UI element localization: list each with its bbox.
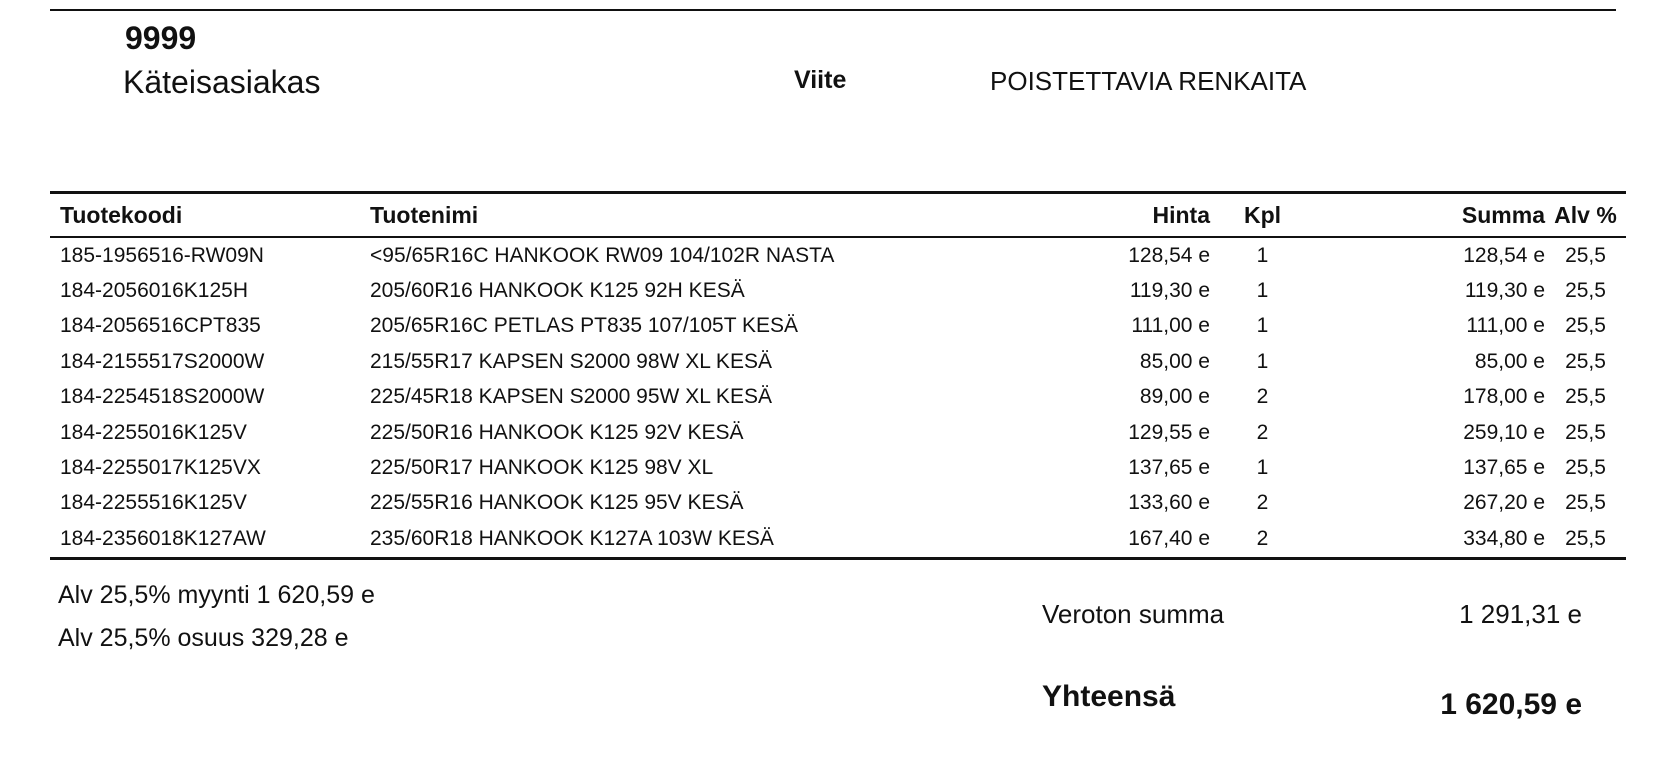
- cell-price: 137,65 e: [1128, 456, 1210, 480]
- header-product-code: Tuotekoodi: [60, 201, 183, 228]
- cell-quantity: 2: [1256, 526, 1269, 550]
- cell-vat: 25,5: [1565, 279, 1606, 303]
- table-row: [50, 237, 1626, 273]
- cell-sum: 178,00 e: [1463, 385, 1545, 409]
- cell-price: 167,40 e: [1128, 526, 1210, 550]
- table-row: [50, 450, 1626, 485]
- cell-product-name: 235/60R18 HANKOOK K127A 103W KESÄ: [370, 526, 774, 550]
- cell-price: 129,55 e: [1128, 420, 1210, 444]
- cell-quantity: 2: [1256, 420, 1269, 444]
- cell-quantity: 1: [1256, 243, 1269, 267]
- cell-product-code: 184-2056516CPT835: [60, 314, 261, 338]
- invoice-items-table: [50, 191, 1626, 560]
- invoice-table-container: [50, 191, 1616, 560]
- vat-share-line: Alv 25,5% osuus 329,28 e: [58, 624, 349, 652]
- cell-price: 133,60 e: [1128, 491, 1210, 515]
- header-sum: Summa: [1461, 201, 1545, 228]
- cell-vat: 25,5: [1565, 385, 1606, 409]
- cell-price: 89,00 e: [1139, 385, 1210, 409]
- customer-number: 9999: [125, 20, 197, 56]
- cell-quantity: 1: [1256, 349, 1269, 373]
- cell-product-code: 184-2255016K125V: [60, 420, 247, 444]
- header-quantity: Kpl: [1243, 201, 1282, 228]
- cell-vat: 25,5: [1565, 491, 1606, 515]
- table-header-row: [50, 193, 1626, 238]
- header-product-name: Tuotenimi: [370, 201, 479, 228]
- cell-product-code: 184-2254518S2000W: [60, 385, 265, 409]
- cell-price: 111,00 e: [1131, 314, 1210, 338]
- cell-price: 85,00 e: [1139, 349, 1210, 373]
- cell-product-name: 225/50R16 HANKOOK K125 92V KESÄ: [370, 420, 744, 444]
- cell-product-name: 225/55R16 HANKOOK K125 95V KESÄ: [370, 491, 744, 515]
- cell-vat: 25,5: [1565, 456, 1606, 480]
- cell-product-name: <95/65R16C HANKOOK RW09 104/102R NASTA: [370, 243, 835, 267]
- cell-vat: 25,5: [1565, 526, 1606, 550]
- header-price: Hinta: [1152, 201, 1210, 228]
- cell-product-name: 225/50R17 HANKOOK K125 98V XL: [370, 456, 714, 480]
- grand-total-value: 1 620,59 e: [1440, 688, 1582, 721]
- cell-sum: 267,20 e: [1463, 491, 1545, 515]
- cell-vat: 25,5: [1565, 243, 1606, 267]
- cell-sum: 119,30 e: [1464, 279, 1545, 303]
- header-vat-percent: Alv %: [1554, 201, 1617, 228]
- cell-product-code: 184-2356018K127AW: [60, 526, 266, 550]
- cell-sum: 334,80 e: [1463, 526, 1545, 550]
- cell-vat: 25,5: [1565, 349, 1606, 373]
- cell-quantity: 1: [1256, 456, 1269, 480]
- cell-product-code: 184-2255516K125V: [60, 491, 247, 515]
- cell-product-name: 215/55R17 KAPSEN S2000 98W XL KESÄ: [370, 349, 772, 373]
- table-row: [50, 380, 1626, 415]
- cell-vat: 25,5: [1565, 420, 1606, 444]
- table-row: [50, 344, 1626, 379]
- cell-quantity: 2: [1256, 491, 1269, 515]
- table-row: [50, 521, 1626, 558]
- cell-product-code: 185-1956516-RW09N: [60, 243, 264, 267]
- cell-sum: 128,54 e: [1463, 243, 1545, 267]
- cell-sum: 85,00 e: [1474, 349, 1545, 373]
- net-sum-value: 1 291,31 e: [1459, 599, 1582, 629]
- cell-product-code: 184-2255017K125VX: [60, 456, 261, 480]
- cell-quantity: 1: [1256, 314, 1269, 338]
- table-row: [50, 415, 1626, 450]
- cell-product-name: 205/60R16 HANKOOK K125 92H KESÄ: [370, 279, 745, 303]
- cell-quantity: 2: [1256, 385, 1269, 409]
- table-row: [50, 309, 1626, 344]
- reference-value: POISTETTAVIA RENKAITA: [990, 66, 1307, 96]
- cell-quantity: 1: [1256, 279, 1269, 303]
- grand-total-label: Yhteensä: [1042, 680, 1176, 713]
- top-divider: [50, 9, 1616, 11]
- cell-product-code: 184-2155517S2000W: [60, 349, 265, 373]
- net-sum-label: Veroton summa: [1042, 599, 1225, 629]
- reference-label: Viite: [794, 66, 847, 94]
- vat-sales-line: Alv 25,5% myynti 1 620,59 e: [58, 581, 375, 609]
- cell-product-name: 225/45R18 KAPSEN S2000 95W XL KESÄ: [370, 385, 772, 409]
- cell-product-code: 184-2056016K125H: [60, 279, 248, 303]
- cell-price: 119,30 e: [1129, 279, 1210, 303]
- cell-sum: 259,10 e: [1463, 420, 1545, 444]
- cell-sum: 137,65 e: [1463, 456, 1545, 480]
- cell-price: 128,54 e: [1128, 243, 1210, 267]
- cell-vat: 25,5: [1565, 314, 1606, 338]
- cell-product-name: 205/65R16C PETLAS PT835 107/105T KESÄ: [370, 314, 799, 338]
- table-row: [50, 486, 1626, 521]
- customer-name: Käteisasiakas: [123, 64, 321, 100]
- cell-sum: 111,00 e: [1466, 314, 1545, 338]
- table-row: [50, 273, 1626, 308]
